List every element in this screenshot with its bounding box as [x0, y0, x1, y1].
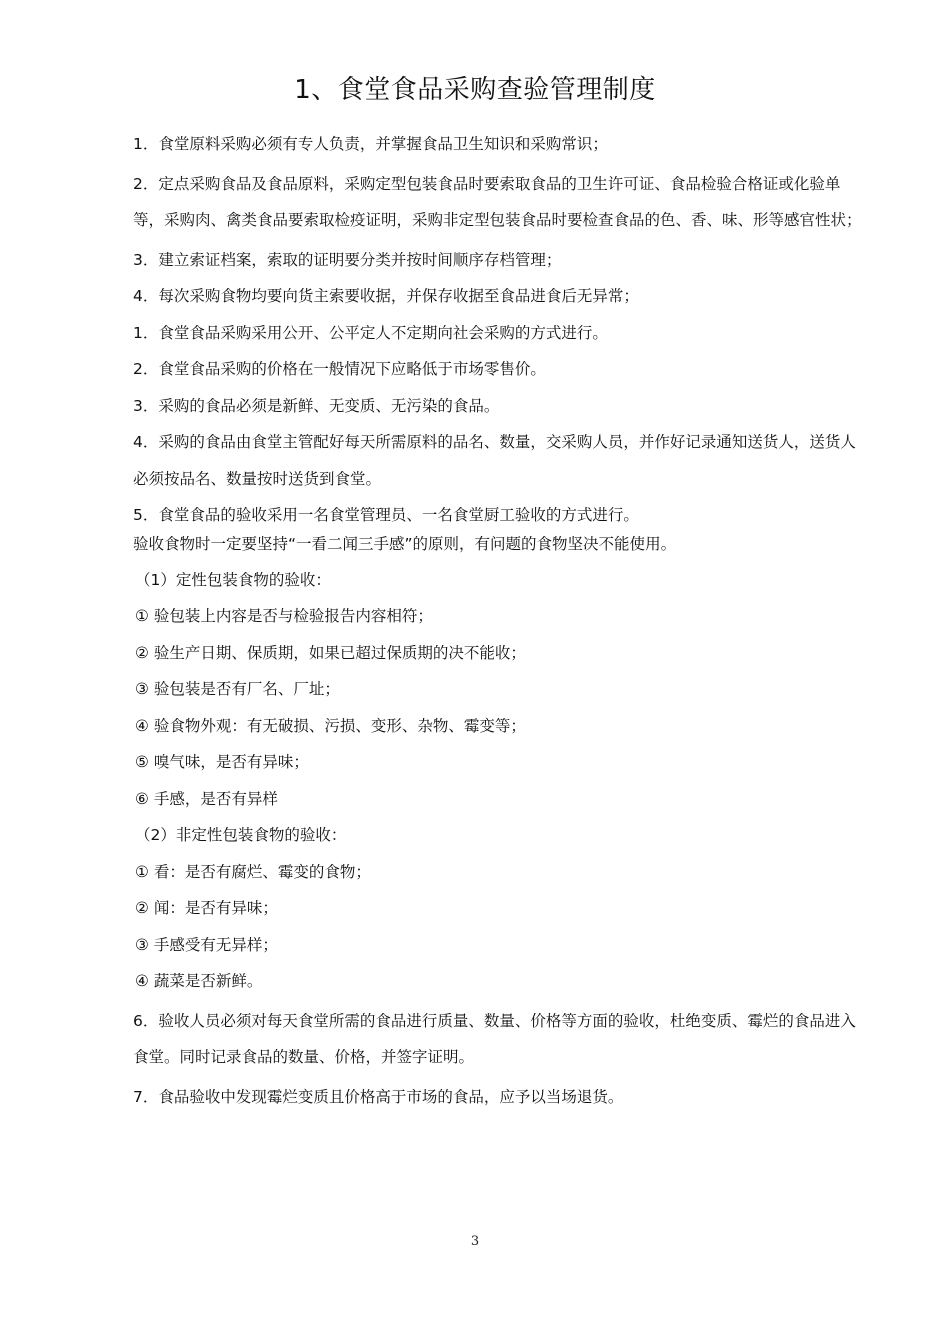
paragraph: 1．食堂原料采购必须有专人负责，并掌握食品卫生知识和采购常识；	[133, 135, 608, 153]
paragraph: 7．食品验收中发现霉烂变质且价格高于市场的食品，应予以当场退货。	[133, 1087, 624, 1106]
list-item: ⑤ 嗅气味，是否有异味；	[135, 753, 309, 771]
list-item: ③ 手感受有无异样；	[135, 935, 278, 954]
paragraph: 4．每次采购食物均要向货主索要收据，并保存收据至食品进食后无异常；	[133, 287, 639, 305]
list-item: ① 看：是否有腐烂、霉变的食物；	[135, 862, 371, 881]
list-item: ⑥ 手感，是否有异样	[135, 789, 278, 808]
page-number: 3	[470, 1234, 480, 1249]
paragraph: 5．食堂食品的验收采用一名食堂管理员、一名食堂厨工验收的方式进行。	[133, 506, 639, 524]
paragraph: 3．建立索证档案，索取的证明要分类并按时间顺序存档管理；	[133, 250, 562, 269]
list-item: ④ 验食物外观：有无破损、污损、变形、杂物、霉变等；	[135, 716, 526, 735]
paragraph: 验收食物时一定要坚持“一看二闻三手感”的原则，有问题的食物坚决不能使用。	[133, 534, 677, 553]
document-body	[133, 126, 863, 1115]
paragraph: 4．采购的食品由食堂主管配好每天所需原料的品名、数量，交采购人员，并作好记录通知送货人，送货人必须按品名、数量按时送货到食堂。	[133, 433, 856, 488]
list-heading: （2）非定性包装食物的验收：	[135, 826, 347, 844]
list-heading: （1）定性包装食物的验收：	[135, 570, 331, 589]
paragraph: 6．验收人员必须对每天食堂所需的食品进行质量、数量、价格等方面的验收，杜绝变质、霉烂的食品进入食堂。同时记录食品的数量、价格，并签字证明。	[133, 1011, 856, 1066]
document-title: 1、食堂食品采购查验管理制度	[294, 75, 656, 105]
paragraph: 3．采购的食品必须是新鲜、无变质、无污染的食品。	[133, 396, 500, 415]
list-item: ② 闻：是否有异味；	[135, 899, 278, 917]
list-item: ② 验生产日期、保质期，如果已超过保质期的决不能收；	[135, 643, 526, 662]
paragraph: 2．食堂食品采购的价格在一般情况下应略低于市场零售价。	[133, 360, 546, 378]
list-item: ④ 蔬菜是否新鲜。	[135, 972, 263, 990]
paragraph: 2．定点采购食品及食品原料，采购定型包装食品时要索取食品的卫生许可证、食品检验合格证或化验单等，采购肉、禽类食品要索取检疫证明，采购非定型包装食品时要检查食品的色、香、味、形等感官性状；	[133, 174, 862, 229]
list-item: ① 验包装上内容是否与检验报告内容相符；	[135, 607, 433, 625]
paragraph: 1．食堂食品采购采用公开、公平定人不定期向社会采购的方式进行。	[133, 323, 608, 342]
list-item: ③ 验包装是否有厂名、厂址；	[135, 680, 340, 698]
